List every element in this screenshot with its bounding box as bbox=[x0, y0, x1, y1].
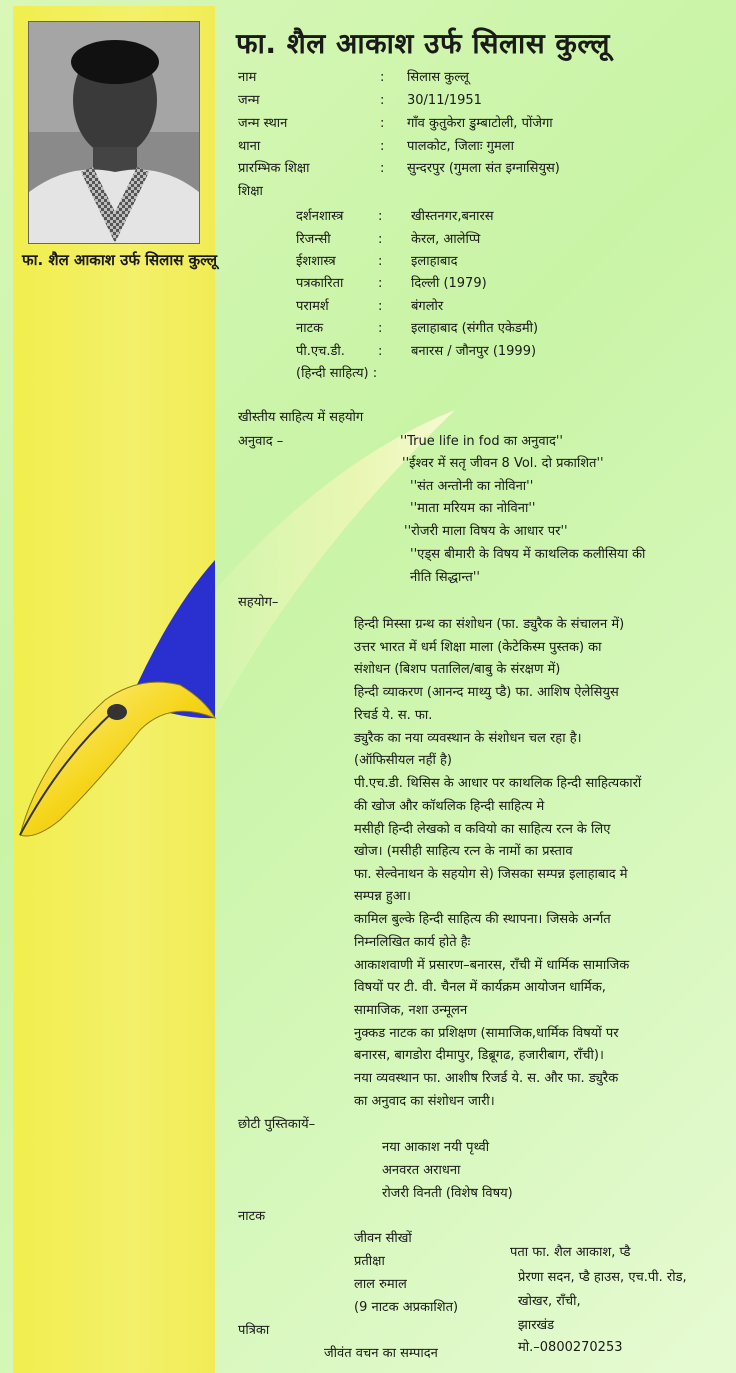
translation-label: अनुवाद – bbox=[238, 434, 284, 449]
education-value: खीस्तनगर,बनारस bbox=[411, 209, 494, 224]
list-item: बनारस, बागडोरा दीमापुर, डिब्रूगढ, हजारीबाग, राँची)। bbox=[354, 1048, 604, 1063]
education-sep: : bbox=[378, 276, 383, 291]
profile-value: 30/11/1951 bbox=[407, 93, 482, 108]
education-sep: : bbox=[378, 344, 383, 359]
list-item: नया व्यवस्थान फा. आशीष रिजर्ड ये. स. और फा. ड्युरैक bbox=[354, 1071, 619, 1086]
education-label: परामर्श bbox=[296, 299, 329, 314]
profile-sep: : bbox=[380, 70, 385, 85]
education-value: इलाहाबाद bbox=[411, 254, 458, 269]
profile-sep: : bbox=[380, 161, 385, 176]
list-item: हिन्दी व्याकरण (आनन्द माथ्यु प्डै) फा. आशिष ऐलेसियुस bbox=[354, 685, 619, 700]
list-item: पी.एच.डी. थिसिस के आधार पर काथलिक हिन्दी साहित्यकारों bbox=[354, 776, 642, 791]
education-label: नाटक bbox=[296, 321, 324, 336]
education-heading: शिक्षा bbox=[238, 184, 263, 199]
list-item: आकाशवाणी में प्रसारण–बनारस, राँची में धार्मिक सामाजिक bbox=[354, 958, 630, 973]
education-value: बंगलोर bbox=[411, 299, 444, 314]
education-value: इलाहाबाद (संगीत एकेडमी) bbox=[411, 321, 539, 336]
list-item: रिचर्ड ये. स. फा. bbox=[354, 708, 433, 723]
address-line: खोखर, राँची, bbox=[518, 1294, 581, 1309]
list-item: संशोधन (बिशप पतालिल/बाबु के संरक्षण में) bbox=[354, 662, 561, 677]
education-label: रिजन्सी bbox=[296, 232, 331, 247]
list-item: नुक्कड नाटक का प्रशिक्षण (सामाजिक,धार्मिक विषयों पर bbox=[354, 1026, 619, 1041]
list-item: ''माता मरियम का नोविना'' bbox=[410, 501, 536, 516]
list-item: विषयों पर टी. वी. चैनल में कार्यक्रम आयोजन धार्मिक, bbox=[354, 980, 606, 995]
education-value: दिल्ली (1979) bbox=[411, 276, 487, 291]
list-item: ''रोजरी माला विषय के आधार पर'' bbox=[404, 524, 568, 539]
education-value: केरल, आलेप्पि bbox=[411, 232, 481, 247]
list-item: (ऑफिसीयल नहीं है) bbox=[354, 753, 452, 768]
list-item: ''एड्स बीमारी के विषय में काथलिक कलीसिया की bbox=[410, 547, 646, 562]
list-item: नया आकाश नयी पृथ्वी bbox=[382, 1140, 490, 1155]
booklets-label: छोटी पुस्तिकायें– bbox=[238, 1117, 316, 1132]
list-item: खोज। (मसीही साहित्य रत्न के नामों का प्रस्ताव bbox=[354, 844, 573, 859]
list-item: अनवरत अराधना bbox=[382, 1163, 461, 1178]
list-item: मसीही हिन्दी लेखको व कवियो का साहित्य रत्न के लिए bbox=[354, 822, 611, 837]
address-line: प्रेरणा सदन, प्डै हाउस, एच.पी. रोड, bbox=[518, 1270, 687, 1285]
profile-label: जन्म bbox=[238, 93, 260, 108]
profile-value: पालकोट, जिलाः गुमला bbox=[407, 139, 514, 154]
list-item: फा. सेल्वेनाथन के सहयोग से) जिसका सम्पन्न इलाहाबाद मे bbox=[354, 867, 628, 882]
portrait-photo bbox=[28, 21, 200, 244]
profile-label: नाम bbox=[238, 70, 257, 85]
list-item: सामाजिक, नशा उन्मूलन bbox=[354, 1003, 468, 1018]
address-line: झारखंड bbox=[518, 1318, 555, 1333]
address-line: मो.–0800270253 bbox=[518, 1340, 623, 1355]
profile-sep: : bbox=[380, 93, 385, 108]
profile-sep: : bbox=[380, 139, 385, 154]
education-sep: : bbox=[378, 209, 383, 224]
profile-sep: : bbox=[380, 116, 385, 131]
address-line: पता फा. शैल आकाश, प्डै bbox=[510, 1245, 631, 1260]
list-item: ''संत अन्तोनी का नोविना'' bbox=[410, 479, 534, 494]
plays-label: नाटक bbox=[238, 1209, 266, 1224]
magazine-label: पत्रिका bbox=[238, 1323, 270, 1338]
list-item: का अनुवाद का संशोधन जारी। bbox=[354, 1094, 495, 1109]
list-item: (9 नाटक अप्रकाशित) bbox=[354, 1300, 459, 1315]
profile-label: जन्म स्थान bbox=[238, 116, 288, 131]
list-item: ड्युरैक का नया व्यवस्थान के संशोधन चल रहा है। bbox=[354, 731, 582, 746]
education-sep: : bbox=[378, 299, 383, 314]
list-item: लाल रुमाल bbox=[354, 1277, 407, 1292]
education-sep: : bbox=[378, 321, 383, 336]
profile-value: सुन्दरपुर (गुमला संत इग्नासियुस) bbox=[407, 161, 560, 176]
education-value: बनारस / जौनपुर (1999) bbox=[411, 344, 537, 359]
list-item: ''ईश्वर में सतृ जीवन 8 Vol. दो प्रकाशित'' bbox=[402, 456, 604, 471]
list-item: निम्नलिखित कार्य होते हैः bbox=[354, 935, 471, 950]
list-item: हिन्दी मिस्सा ग्रन्थ का संशोधन (फा. ड्युरैक के संचालन में) bbox=[354, 617, 625, 632]
cooperation-label: सहयोग– bbox=[238, 595, 279, 610]
education-label: दर्शनशास्त्र bbox=[296, 209, 344, 224]
education-label: पत्रकारिता bbox=[296, 276, 344, 291]
education-label: ईशशास्त्र bbox=[296, 254, 336, 269]
profile-value: गाँव कुतुकेरा डुम्बाटोली, पोंजेगा bbox=[407, 116, 553, 131]
list-item: प्रतीक्षा bbox=[354, 1254, 385, 1269]
list-item: सम्पन्न हुआ। bbox=[354, 889, 411, 904]
profile-label: थाना bbox=[238, 139, 261, 154]
profile-label: प्रारम्भिक शिक्षा bbox=[238, 161, 310, 176]
list-item: रोजरी विनती (विशेष विषय) bbox=[382, 1186, 513, 1201]
contribution-heading: खीस्तीय साहित्य में सहयोग bbox=[238, 410, 364, 425]
phd-subject: (हिन्दी साहित्य) : bbox=[296, 366, 378, 381]
list-item: ''True life in fod का अनुवाद'' bbox=[400, 434, 563, 449]
education-sep: : bbox=[378, 254, 383, 269]
education-sep: : bbox=[378, 232, 383, 247]
list-item: की खोज और कॉथलिक हिन्दी साहित्य मे bbox=[354, 799, 545, 814]
photo-caption: फा. शैल आकाश उर्फ सिलास कुल्लू bbox=[22, 251, 218, 269]
list-item: उत्तर भारत में धर्म शिक्षा माला (केटेकिस्म पुस्तक) का bbox=[354, 640, 602, 655]
list-item: जीवन सीखों bbox=[354, 1231, 412, 1246]
list-item: कामिल बुल्के हिन्दी साहित्य की स्थापना। जिसके अर्न्गत bbox=[354, 912, 611, 927]
magazine-value: जीवंत वचन का सम्पादन bbox=[324, 1346, 438, 1361]
page-title: फा. शैल आकाश उर्फ सिलास कुल्लू bbox=[236, 27, 611, 60]
education-label: पी.एच.डी. bbox=[296, 344, 345, 359]
list-item: नीति सिद्धान्त'' bbox=[410, 570, 480, 585]
profile-value: सिलास कुल्लू bbox=[407, 70, 469, 85]
